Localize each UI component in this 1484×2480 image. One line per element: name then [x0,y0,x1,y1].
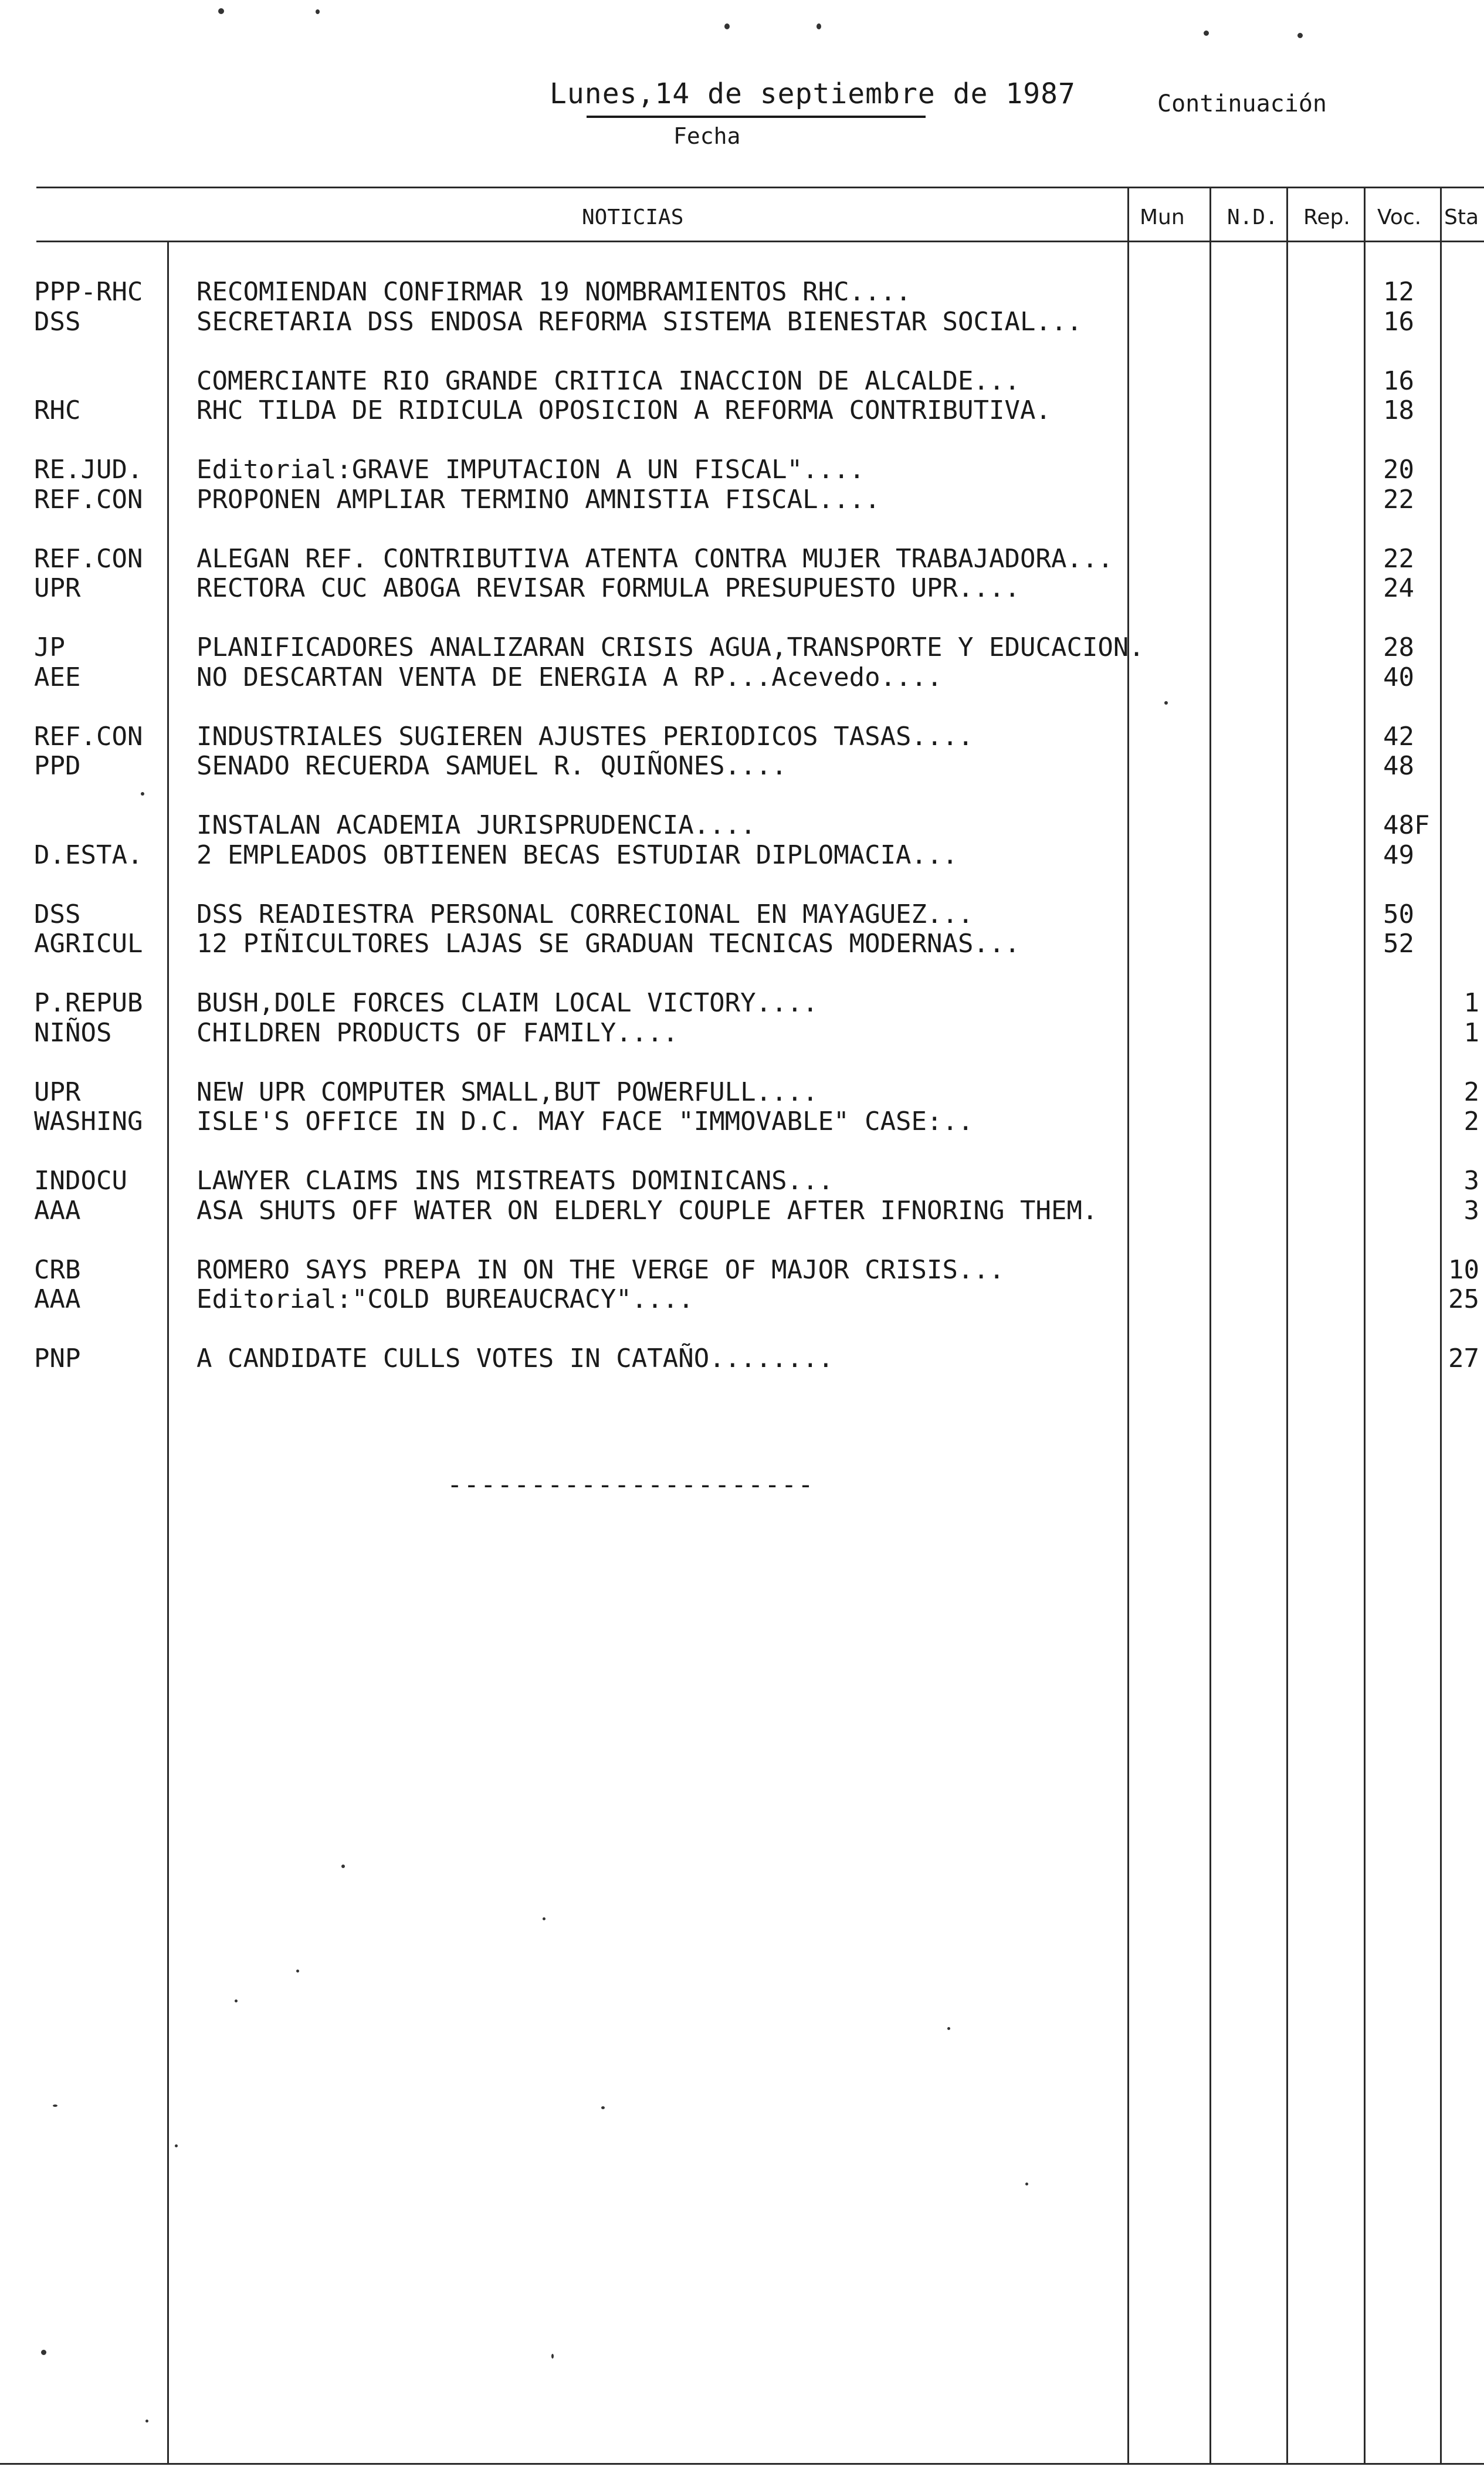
end-of-list-dashes: ---------------------- [447,1470,815,1500]
scan-speck [53,2105,57,2107]
row-title: RHC TILDA DE RIDICULA OPOSICION A REFORMA CONTRIBUTIVA. [196,395,1051,425]
row-title: A CANDIDATE CULLS VOTES IN CATAÑO........ [196,1344,834,1373]
voc-column-left-rule [1364,187,1366,2463]
row-voc: 40 [1383,662,1414,692]
row-voc: 48 [1383,751,1414,781]
row-code: INDOCU [34,1166,127,1196]
scan-speck [601,2106,605,2109]
row-code: RE.JUD. [34,455,143,485]
row-voc: 22 [1383,543,1414,574]
row-sta: 27 [1448,1344,1479,1373]
row-title: 12 PIÑICULTORES LAJAS SE GRADUAN TECNICAS MODERNAS... [196,929,1020,959]
row-title: ROMERO SAYS PREPA IN ON THE VERGE OF MAJOR CRISIS... [196,1254,1005,1285]
row-title: ISLE'S OFFICE IN D.C. MAY FACE "IMMOVABLE" CASE:.. [196,1107,974,1136]
row-title: NEW UPR COMPUTER SMALL,BUT POWERFULL.... [196,1077,818,1107]
table-top-rule [36,187,1484,188]
table-bottom-rule [0,2463,1484,2465]
row-sta: 3 [1463,1166,1479,1196]
row-code: DSS [34,306,81,337]
row-voc: 12 [1383,277,1414,307]
column-header-mun: Mun [1140,205,1185,229]
column-header-voc: Voc. [1377,205,1422,229]
row-code: RHC [34,395,81,425]
scan-speck [1164,701,1168,705]
row-voc: 50 [1383,899,1414,929]
row-code: AAA [34,1195,81,1226]
row-title: PLANIFICADORES ANALIZARAN CRISIS AGUA,TRANSPORTE Y EDUCACION. [196,632,1144,662]
row-sta: 1 [1463,988,1479,1018]
row-sta: 1 [1463,1017,1479,1048]
continuation-label: Continuación [1157,90,1327,117]
row-sta: 2 [1463,1077,1479,1107]
row-title: PROPONEN AMPLIAR TERMINO AMNISTIA FISCAL.... [196,484,880,515]
row-voc: 18 [1383,395,1414,425]
row-code: UPR [34,1077,81,1107]
row-code: UPR [34,573,81,603]
row-code: PPD [34,751,81,781]
row-title: RECTORA CUC ABOGA REVISAR FORMULA PRESUPUESTO UPR.... [196,573,1020,603]
row-voc: 42 [1383,721,1414,752]
row-code: D.ESTA. [34,840,143,870]
date-caption: Fecha [673,123,741,149]
row-title: LAWYER CLAIMS INS MISTREATS DOMINICANS... [196,1166,834,1196]
row-voc: 49 [1383,840,1414,870]
row-code: REF.CON [34,721,143,752]
row-title: ALEGAN REF. CONTRIBUTIVA ATENTA CONTRA MUJER TRABAJADORA... [196,543,1113,574]
row-code: REF.CON [34,543,143,574]
row-title: Editorial:"COLD BUREAUCRACY".... [196,1284,694,1314]
row-code: P.REPUB [34,988,143,1018]
row-title: COMERCIANTE RIO GRANDE CRITICA INACCION DE ALCALDE... [196,366,1020,396]
scan-speck [145,2420,148,2423]
row-sta: 3 [1463,1195,1479,1226]
row-code: NIÑOS [34,1017,112,1048]
row-title: SENADO RECUERDA SAMUEL R. QUIÑONES.... [196,751,787,781]
scan-speck [551,2354,554,2359]
row-code: DSS [34,899,81,929]
column-header-sta: Sta [1444,205,1479,229]
row-voc: 24 [1383,573,1414,603]
code-column-rule [167,242,169,2463]
scan-speck [141,792,144,796]
scan-speck [218,8,224,14]
scan-speck [175,2144,178,2147]
row-code: PPP-RHC [34,277,143,307]
scan-speck [1297,33,1303,38]
row-voc: 20 [1383,455,1414,485]
row-code: WASHING [34,1107,143,1136]
row-code: CRB [34,1254,81,1285]
row-title: CHILDREN PRODUCTS OF FAMILY.... [196,1017,679,1048]
scan-speck [341,1865,345,1868]
row-sta: 2 [1463,1107,1479,1136]
scan-speck [316,9,320,14]
row-code: AAA [34,1284,81,1314]
nd-column-left-rule [1209,187,1211,2463]
scan-speck [296,1970,299,1973]
row-sta: 25 [1448,1284,1479,1314]
row-title: RECOMIENDAN CONFIRMAR 19 NOMBRAMIENTOS RHC.... [196,277,912,307]
scan-speck [41,2350,46,2355]
row-code: JP [34,632,65,662]
column-header-nd: N.D. [1227,205,1278,229]
scan-speck [235,1999,238,2002]
row-voc: 16 [1383,306,1414,337]
row-code: AEE [34,662,81,692]
row-voc: 22 [1383,484,1414,515]
scan-speck [543,1917,546,1920]
sta-column-left-rule [1440,187,1442,2463]
row-title: INSTALAN ACADEMIA JURISPRUDENCIA.... [196,810,756,840]
row-title: NO DESCARTAN VENTA DE ENERGIA A RP...Acevedo.... [196,662,943,692]
row-title: INDUSTRIALES SUGIEREN AJUSTES PERIODICOS TASAS.... [196,721,974,752]
column-header-noticias: NOTICIAS [582,205,684,229]
mun-column-left-rule [1127,187,1129,2463]
row-voc: 28 [1383,632,1414,662]
row-title: 2 EMPLEADOS OBTIENEN BECAS ESTUDIAR DIPLOMACIA... [196,840,958,870]
row-title: SECRETARIA DSS ENDOSA REFORMA SISTEMA BIENESTAR SOCIAL... [196,306,1082,337]
row-sta: 10 [1448,1254,1479,1285]
scan-speck [1025,2183,1028,2185]
rep-column-left-rule [1286,187,1288,2463]
row-code: PNP [34,1344,81,1373]
scan-speck [947,2027,950,2030]
scan-speck [1204,31,1209,36]
row-code: REF.CON [34,484,143,515]
header-bottom-rule [36,241,1484,242]
row-code: AGRICUL [34,929,143,959]
scan-speck [816,23,821,29]
scan-speck [724,23,730,29]
date-underline [587,116,926,118]
row-voc: 48F [1383,810,1430,840]
row-title: BUSH,DOLE FORCES CLAIM LOCAL VICTORY.... [196,988,818,1018]
row-title: DSS READIESTRA PERSONAL CORRECIONAL EN MAYAGUEZ... [196,899,974,929]
row-title: Editorial:GRAVE IMPUTACION A UN FISCAL".... [196,455,865,485]
row-voc: 16 [1383,366,1414,396]
row-voc: 52 [1383,929,1414,959]
row-title: ASA SHUTS OFF WATER ON ELDERLY COUPLE AFTER IFNORING THEM. [196,1195,1098,1226]
date-line: Lunes,14 de septiembre de 1987 [550,77,1076,110]
column-header-rep: Rep. [1303,205,1350,229]
